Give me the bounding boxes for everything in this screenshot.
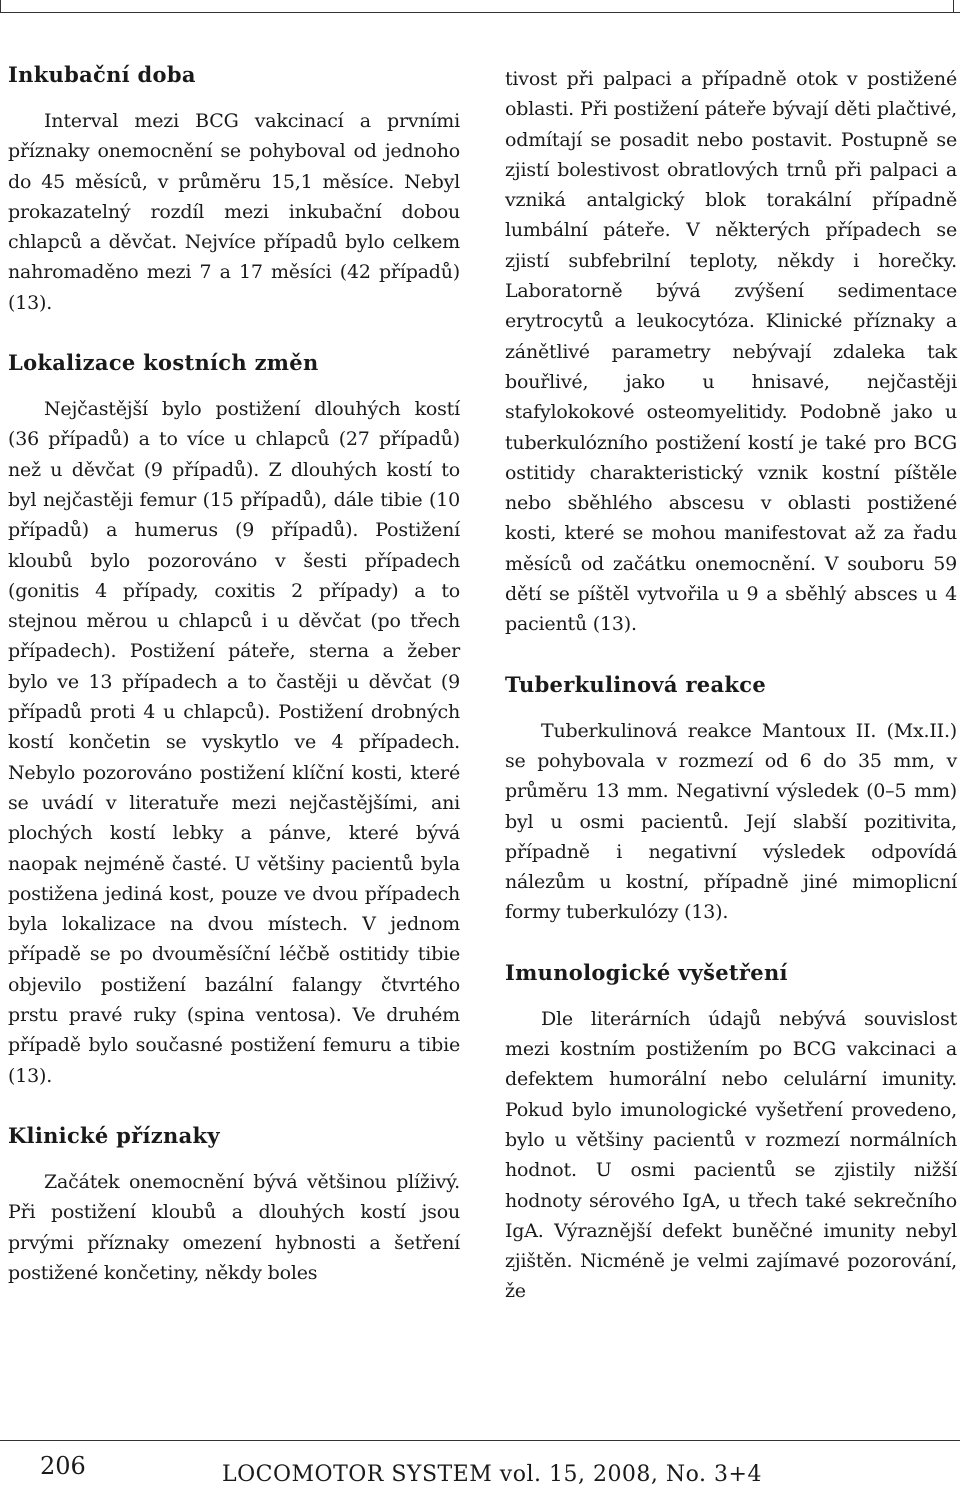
heading-imunologicke-vysetreni: Imunologické vyšetření: [505, 959, 788, 985]
heading-tuberkulinova-reakce: Tuberkulinová reakce: [505, 671, 766, 697]
paragraph-inkubacni-doba: Interval mezi BCG vakcinací a prvními příznaky onemocnění se pohyboval od jednoho do 45 měsíců, v průměru 15,1 měsíce. Nebyl prokazatelný rozdíl mezi inkubační dobou chlapců a děvčat. Nejvíce případů bylo celkem nahromaděno mezi 7 a 17 měsíci (42 případů) (13).: [8, 110, 460, 314]
left-column: [8, 60, 460, 1288]
journal-citation: LOCOMOTOR SYSTEM vol. 15, 2008, No. 3+4: [222, 1462, 762, 1487]
footer-rule: [0, 1440, 960, 1441]
paragraph-tuberkulinova-reakce: Tuberkulinová reakce Mantoux II. (Mx.II.) se pohybovala v rozmezí od 6 do 35 mm, v průměru 13 mm. Negativní výsledek (0–5 mm) byl u osmi pacientů. Její slabší pozitivita, případně i negativní výsledek odpovídá nálezům u kostní, případně jiné mimoplicní formy tuberkulózy (13).: [505, 719, 957, 924]
paragraph-klinicke-continued: tivost při palpaci a případně otok v postižené oblasti. Při postižení páteře bývají děti plačtivé, odmítají se posadit nebo postavit. Postupně se zjistí bolestivost obratlových trnů při palpaci a vzniká antalgický blok torakální případně lumbální páteře. V některých případech se zjistí subfebrilní teploty, někdy i horečky. Laboratorně bývá zvýšení sedimentace erytrocytů a leukocytóza. Klinické příznaky a zánětlivé parametry nebývají zdaleka tak bouřlivé, jako u hnisavé, nejčastěji stafylokokové osteomyelitidy. Podobně jako u tuberkulózního postižení kostí je také pro BCG ostitidy charakteristický vznik kostní píštěle nebo sběhlého abscesu v oblasti postižené kosti, které se mohou manifestovat až za řadu měsíců od začátku onemocnění. V souboru 59 dětí se píštěl vytvořila u 9 a sběhlý absces u 4 pacientů (13).: [505, 68, 957, 636]
top-rule: [0, 12, 960, 13]
paragraph-imunologicke-vysetreni: Dle literárních údajů nebývá souvislost mezi kostním postižením po BCG vakcinaci a defektem humorální nebo celulární imunity. Pokud bylo imunologické vyšetření provedeno, bylo u většiny pacientů v rozmezí normálních hodnot. U osmi pacientů se zjistily nižší hodnoty sérového IgA, u třech také sekrečního IgA. Výraznější defekt buněčné imunity nebyl zjištěn. Nicméně je velmi zajímavé pozorování, že: [505, 1007, 957, 1303]
paragraph-lokalizace: Nejčastější bylo postižení dlouhých kostí (36 případů) a to více u chlapců (27 případů) než u děvčat (9 případů). Z dlouhých kostí to byl nejčastěji femur (15 případů), dále tibie (10 případů) a humerus (9 případů). Postižení kloubů bylo pozorováno v šesti případech (gonitis 4 případy, coxitis 2 případy) a to stejnou měrou u chlapců i u děvčat (po třech případech). Postižení páteře, sterna a žeber bylo ve 13 případech a to častěji u děvčat (9 případů proti 4 u chlapců). Postižení drobných kostí končetin se vyskytlo ve 4 případech. Nebylo pozorováno postižení klíční kosti, které se uvádí v literatuře mezi nejčastějšími, ani plochých kostí lebky a pánve, které bývá naopak nejméně časté. U většiny pacientů byla postižena jediná kost, pouze ve dvou případech byla lokalizace na dvou místech. V jednom případě se po dvouměsíční léčbě ostitidy tibie objevilo postižení bazální falangy čtvrtého prstu pravé ruky (spina ventosa). Ve druhém případě bylo současné postižení femuru a tibie (13).: [8, 398, 460, 1087]
paragraph-klinicke-priznaky: Začátek onemocnění bývá většinou plíživý. Při postižení kloubů a dlouhých kostí jsou prvými příznaky omezení hybnosti a šetření postižené končetiny, někdy boles: [8, 1170, 460, 1284]
right-column: [505, 64, 957, 1307]
top-frame-left: [0, 0, 1, 12]
top-frame-right: [953, 0, 954, 12]
page-number: 206: [40, 1452, 86, 1480]
heading-inkubacni-doba: Inkubační doba: [8, 62, 196, 87]
heading-lokalizace: Lokalizace kostních změn: [8, 350, 319, 376]
heading-klinicke-priznaky: Klinické příznaky: [8, 1122, 220, 1148]
